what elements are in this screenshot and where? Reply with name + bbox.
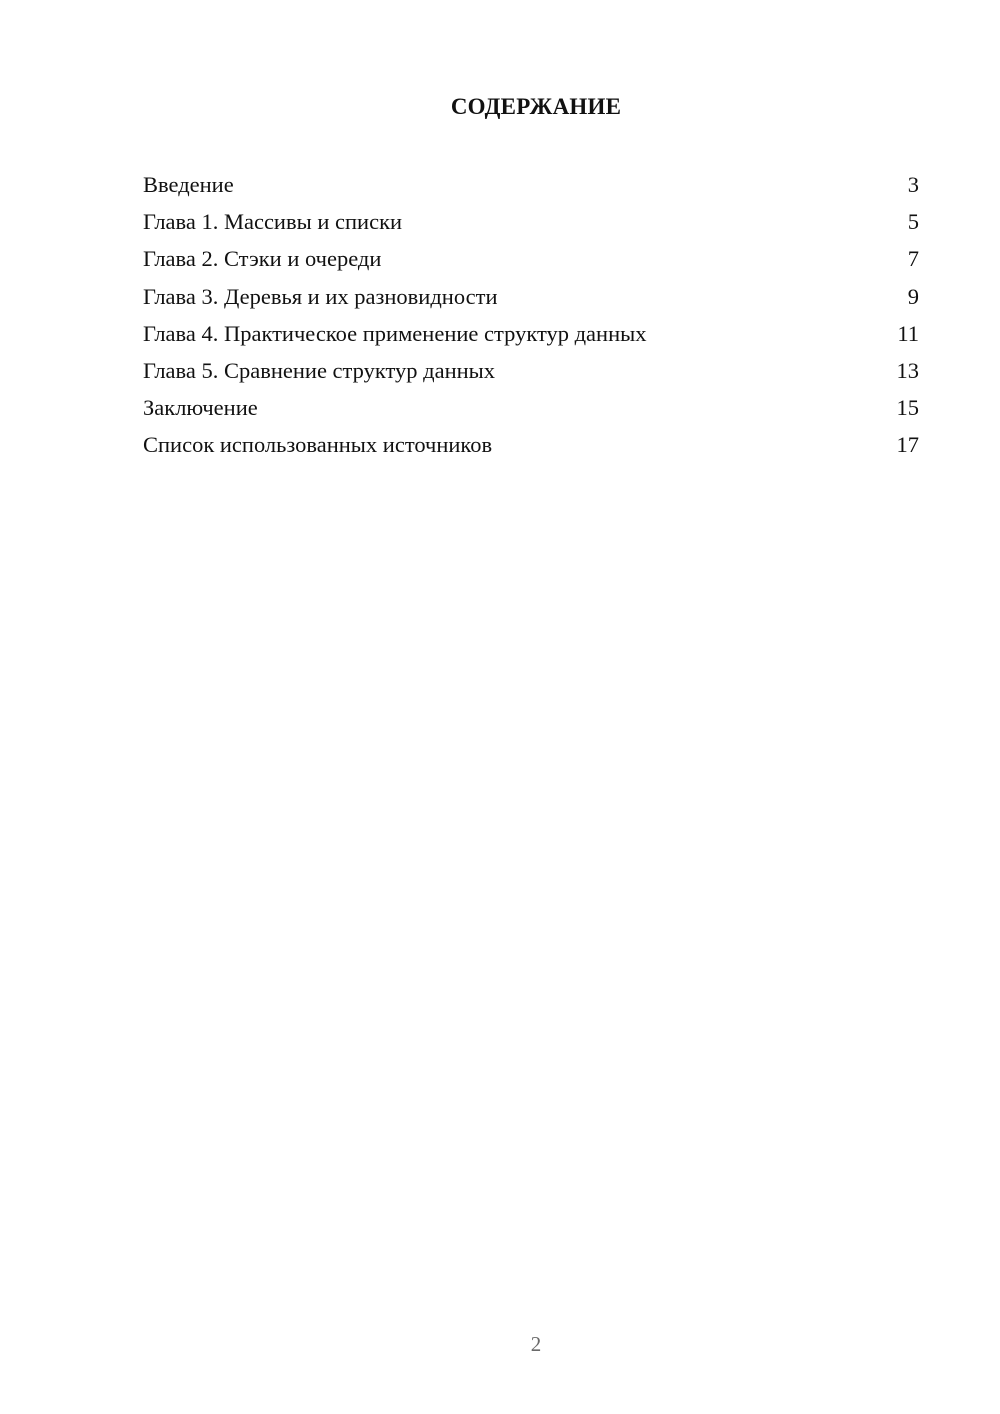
toc-item-introduction [143, 166, 919, 203]
toc-item-label: Введение [143, 172, 234, 197]
toc-item-label: Заключение [143, 395, 258, 421]
toc-item-label: Глава 3. Деревья и их разновидности [143, 283, 498, 309]
toc-item-page: 11 [897, 320, 919, 346]
toc-item-page: 5 [907, 209, 919, 235]
toc-item-page: 17 [896, 432, 919, 458]
toc-item-conclusion [143, 389, 919, 426]
toc-item-page: 9 [907, 283, 919, 309]
toc-item-label: Список использованных источников [143, 432, 493, 458]
toc-item-label: Глава 5. Сравнение структур данных [143, 357, 496, 383]
toc-item-page: 15 [896, 395, 919, 421]
toc-item-label: Глава 2. Стэки и очереди [143, 246, 382, 272]
toc-item-chapter-4 [143, 315, 919, 352]
toc-item-page: 7 [907, 246, 919, 272]
toc-item-page: 13 [896, 357, 919, 383]
toc-item-references [143, 426, 919, 463]
toc-item-label: Глава 1. Массивы и списки [143, 209, 403, 235]
toc-item-chapter-2 [143, 240, 919, 277]
toc-item-chapter-5 [143, 352, 919, 389]
toc-item-chapter-1 [143, 203, 919, 240]
page-number: 2 [530, 1332, 542, 1356]
toc-item-chapter-3 [143, 278, 919, 315]
toc-item-page: 3 [907, 172, 919, 197]
table-of-contents [143, 166, 919, 464]
toc-item-label: Глава 4. Практическое применение структур данных [143, 320, 647, 346]
page-title: СОДЕРЖАНИЕ [450, 94, 622, 119]
